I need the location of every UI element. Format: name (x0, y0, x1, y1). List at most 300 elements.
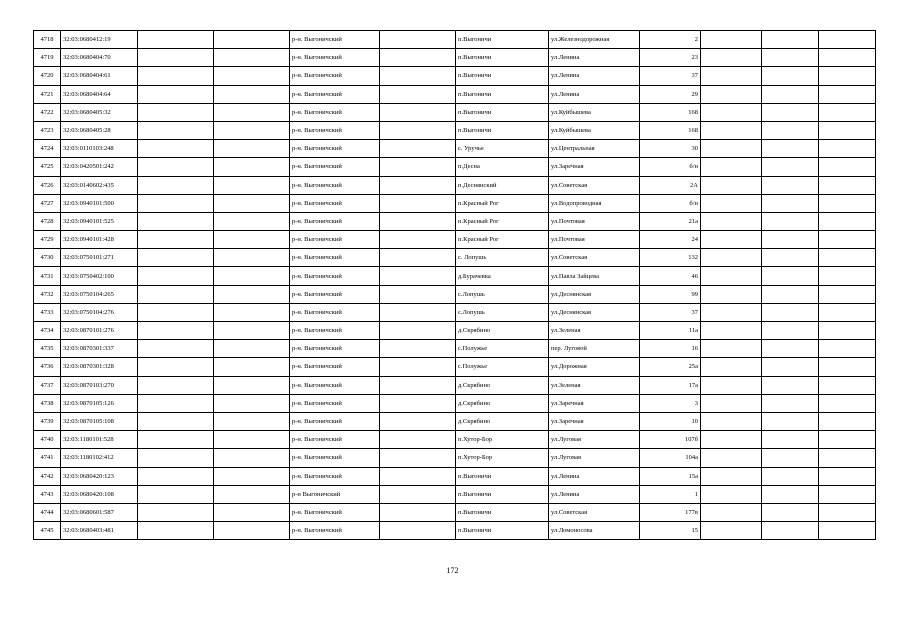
empty-cell (819, 394, 876, 412)
empty-cell (819, 31, 876, 49)
empty-cell (138, 140, 214, 158)
settlement-cell: п.Выгоничи (456, 503, 549, 521)
house-number-cell: 132 (640, 249, 701, 267)
empty-cell (819, 376, 876, 394)
record-number-cell: 4742 (34, 467, 61, 485)
district-cell: р-н. Выгоничский (290, 194, 380, 212)
empty-cell (380, 67, 456, 85)
empty-cell (214, 31, 290, 49)
table-row (34, 467, 876, 485)
empty-cell (701, 522, 762, 540)
record-number-cell: 4740 (34, 431, 61, 449)
settlement-cell: п.Красный Рог (456, 212, 549, 230)
cadastral-number-cell: 32:03:0750104:265 (61, 285, 138, 303)
empty-cell (762, 85, 819, 103)
empty-cell (701, 285, 762, 303)
street-cell: ул.Почтовая (549, 231, 640, 249)
empty-cell (819, 358, 876, 376)
empty-cell (380, 49, 456, 67)
cadastral-number-cell: 32:03:0940101:500 (61, 194, 138, 212)
empty-cell (138, 194, 214, 212)
record-number-cell: 4734 (34, 322, 61, 340)
district-cell: р-н. Выгоничский (290, 340, 380, 358)
street-cell: ул.Зеленая (549, 376, 640, 394)
empty-cell (701, 140, 762, 158)
record-number-cell: 4721 (34, 85, 61, 103)
empty-cell (819, 340, 876, 358)
empty-cell (762, 249, 819, 267)
empty-cell (380, 503, 456, 521)
empty-cell (701, 503, 762, 521)
record-number-cell: 4744 (34, 503, 61, 521)
cadastral-number-cell: 32:03:0870105:126 (61, 394, 138, 412)
district-cell: р-н. Выгоничский (290, 249, 380, 267)
house-number-cell: 15а (640, 467, 701, 485)
empty-cell (762, 67, 819, 85)
street-cell: ул.Ленина (549, 85, 640, 103)
empty-cell (138, 322, 214, 340)
table-row (34, 358, 876, 376)
table-row (34, 303, 876, 321)
empty-cell (762, 176, 819, 194)
empty-cell (762, 394, 819, 412)
empty-cell (138, 267, 214, 285)
empty-cell (819, 140, 876, 158)
district-cell: р-н. Выгоничский (290, 158, 380, 176)
district-cell: р-н. Выгоничский (290, 503, 380, 521)
district-cell: р-н. Выгоничский (290, 212, 380, 230)
settlement-cell: п.Выгоничи (456, 103, 549, 121)
settlement-cell: п.Выгоничи (456, 49, 549, 67)
empty-cell (762, 49, 819, 67)
cadastral-number-cell: 32:03:0140602:435 (61, 176, 138, 194)
empty-cell (819, 212, 876, 230)
district-cell: р-н. Выгоничский (290, 467, 380, 485)
empty-cell (762, 267, 819, 285)
settlement-cell: с.Полужье (456, 340, 549, 358)
house-number-cell: 99 (640, 285, 701, 303)
street-cell: ул.Заречная (549, 412, 640, 430)
cadastral-number-cell: 32:03:0870103:270 (61, 376, 138, 394)
record-number-cell: 4743 (34, 485, 61, 503)
table-row (34, 412, 876, 430)
table-row (34, 285, 876, 303)
empty-cell (214, 194, 290, 212)
empty-cell (138, 485, 214, 503)
empty-cell (214, 394, 290, 412)
empty-cell (819, 322, 876, 340)
table-row (34, 340, 876, 358)
table-row (34, 85, 876, 103)
house-number-cell: 177в (640, 503, 701, 521)
settlement-cell: п.Красный Рог (456, 231, 549, 249)
house-number-cell: 23 (640, 49, 701, 67)
empty-cell (701, 485, 762, 503)
empty-cell (380, 121, 456, 139)
empty-cell (138, 49, 214, 67)
cadastral-number-cell: 32:03:0870105:108 (61, 412, 138, 430)
empty-cell (701, 376, 762, 394)
empty-cell (214, 358, 290, 376)
empty-cell (214, 67, 290, 85)
record-number-cell: 4728 (34, 212, 61, 230)
empty-cell (762, 412, 819, 430)
empty-cell (701, 176, 762, 194)
empty-cell (380, 467, 456, 485)
empty-cell (214, 85, 290, 103)
record-number-cell: 4741 (34, 449, 61, 467)
table-row (34, 503, 876, 521)
settlement-cell: п.Хутор-Бор (456, 449, 549, 467)
empty-cell (214, 103, 290, 121)
empty-cell (380, 212, 456, 230)
empty-cell (138, 503, 214, 521)
settlement-cell: д.Скрябино (456, 412, 549, 430)
house-number-cell: 24 (640, 231, 701, 249)
empty-cell (380, 431, 456, 449)
empty-cell (819, 412, 876, 430)
cadastral-number-cell: 32:03:0420501:242 (61, 158, 138, 176)
empty-cell (214, 522, 290, 540)
district-cell: р-н. Выгоничский (290, 303, 380, 321)
house-number-cell: б/н (640, 194, 701, 212)
empty-cell (762, 431, 819, 449)
table-row (34, 158, 876, 176)
empty-cell (138, 394, 214, 412)
empty-cell (138, 67, 214, 85)
cadastral-number-cell: 32:03:0110103:248 (61, 140, 138, 158)
record-number-cell: 4731 (34, 267, 61, 285)
street-cell: ул.Ленина (549, 485, 640, 503)
empty-cell (214, 485, 290, 503)
table-row (34, 485, 876, 503)
empty-cell (819, 267, 876, 285)
street-cell: ул.Водопроводная (549, 194, 640, 212)
empty-cell (701, 194, 762, 212)
table-row (34, 449, 876, 467)
cadastral-number-cell: 32:03:0680420:123 (61, 467, 138, 485)
house-number-cell: 16 (640, 340, 701, 358)
empty-cell (214, 231, 290, 249)
street-cell: ул.Железнодорожная (549, 31, 640, 49)
empty-cell (701, 67, 762, 85)
empty-cell (214, 412, 290, 430)
empty-cell (701, 49, 762, 67)
empty-cell (762, 31, 819, 49)
cadastral-number-cell: 32:03:0680405:32 (61, 103, 138, 121)
empty-cell (380, 394, 456, 412)
empty-cell (138, 285, 214, 303)
table-row (34, 322, 876, 340)
street-cell: ул.Заречная (549, 394, 640, 412)
house-number-cell: 2 (640, 31, 701, 49)
empty-cell (214, 376, 290, 394)
cadastral-number-cell: 32:03:0750104:276 (61, 303, 138, 321)
house-number-cell: 15 (640, 522, 701, 540)
district-cell: р-н. Выгоничский (290, 121, 380, 139)
empty-cell (762, 449, 819, 467)
district-cell: р-н Выгоничский (290, 485, 380, 503)
district-cell: р-н. Выгоничский (290, 449, 380, 467)
settlement-cell: п.Выгоничи (456, 85, 549, 103)
settlement-cell: п.Выгоничи (456, 31, 549, 49)
empty-cell (701, 85, 762, 103)
empty-cell (380, 303, 456, 321)
cadastral-number-cell: 32:03:0750101:271 (61, 249, 138, 267)
cadastral-number-cell: 32:03:0680601:587 (61, 503, 138, 521)
empty-cell (138, 358, 214, 376)
district-cell: р-н. Выгоничский (290, 176, 380, 194)
house-number-cell: 30 (640, 140, 701, 158)
empty-cell (380, 158, 456, 176)
street-cell: ул.Заречная (549, 158, 640, 176)
empty-cell (762, 212, 819, 230)
street-cell: ул.Советская (549, 176, 640, 194)
settlement-cell: п.Деснянский (456, 176, 549, 194)
empty-cell (214, 449, 290, 467)
record-number-cell: 4726 (34, 176, 61, 194)
empty-cell (380, 194, 456, 212)
empty-cell (762, 231, 819, 249)
district-cell: р-н. Выгоничский (290, 322, 380, 340)
table-row (34, 67, 876, 85)
street-cell: ул.Луговая (549, 449, 640, 467)
empty-cell (138, 121, 214, 139)
empty-cell (214, 267, 290, 285)
empty-cell (762, 322, 819, 340)
empty-cell (762, 285, 819, 303)
empty-cell (380, 285, 456, 303)
street-cell: ул.Ленина (549, 49, 640, 67)
district-cell: р-н. Выгоничский (290, 376, 380, 394)
empty-cell (138, 340, 214, 358)
empty-cell (214, 49, 290, 67)
record-number-cell: 4719 (34, 49, 61, 67)
district-cell: р-н. Выгоничский (290, 67, 380, 85)
record-number-cell: 4736 (34, 358, 61, 376)
cadastral-number-cell: 32:03:0870101:276 (61, 322, 138, 340)
empty-cell (380, 231, 456, 249)
cadastral-number-cell: 32:03:0680420:108 (61, 485, 138, 503)
table-row (34, 231, 876, 249)
empty-cell (138, 212, 214, 230)
table-row (34, 194, 876, 212)
record-number-cell: 4739 (34, 412, 61, 430)
record-number-cell: 4733 (34, 303, 61, 321)
house-number-cell: 25а (640, 358, 701, 376)
cadastral-number-cell: 32:03:0750402:100 (61, 267, 138, 285)
empty-cell (701, 249, 762, 267)
house-number-cell: 17а (640, 376, 701, 394)
empty-cell (819, 522, 876, 540)
empty-cell (380, 340, 456, 358)
empty-cell (701, 394, 762, 412)
empty-cell (819, 176, 876, 194)
empty-cell (701, 31, 762, 49)
empty-cell (819, 467, 876, 485)
empty-cell (214, 503, 290, 521)
empty-cell (214, 249, 290, 267)
table-row (34, 431, 876, 449)
empty-cell (380, 249, 456, 267)
record-number-cell: 4729 (34, 231, 61, 249)
house-number-cell: 3 (640, 394, 701, 412)
empty-cell (138, 249, 214, 267)
district-cell: р-н. Выгоничский (290, 231, 380, 249)
cadastral-number-cell: 32:03:0870301:328 (61, 358, 138, 376)
settlement-cell: п.Выгоничи (456, 485, 549, 503)
house-number-cell: 37 (640, 67, 701, 85)
empty-cell (701, 303, 762, 321)
record-number-cell: 4730 (34, 249, 61, 267)
empty-cell (819, 503, 876, 521)
empty-cell (819, 103, 876, 121)
cadastral-number-cell: 32:03:0940101:428 (61, 231, 138, 249)
empty-cell (138, 376, 214, 394)
empty-cell (214, 285, 290, 303)
street-cell: ул.Ломоносова (549, 522, 640, 540)
empty-cell (138, 31, 214, 49)
empty-cell (819, 158, 876, 176)
street-cell: пер. Луговой (549, 340, 640, 358)
house-number-cell: 46 (640, 267, 701, 285)
empty-cell (762, 503, 819, 521)
district-cell: р-н. Выгоничский (290, 431, 380, 449)
table-row (34, 522, 876, 540)
empty-cell (380, 85, 456, 103)
house-number-cell: 10 (640, 412, 701, 430)
empty-cell (819, 303, 876, 321)
house-number-cell: 11а (640, 322, 701, 340)
empty-cell (380, 412, 456, 430)
empty-cell (701, 412, 762, 430)
empty-cell (380, 376, 456, 394)
settlement-cell: д.Бурачевка (456, 267, 549, 285)
district-cell: р-н. Выгоничский (290, 85, 380, 103)
empty-cell (762, 303, 819, 321)
empty-cell (701, 358, 762, 376)
empty-cell (138, 103, 214, 121)
empty-cell (138, 467, 214, 485)
empty-cell (214, 212, 290, 230)
house-number-cell: 29 (640, 85, 701, 103)
empty-cell (819, 85, 876, 103)
empty-cell (701, 212, 762, 230)
settlement-cell: п.Выгоничи (456, 67, 549, 85)
street-cell: ул.Центральная (549, 140, 640, 158)
cadastral-number-cell: 32:03:0680412:19 (61, 31, 138, 49)
cadastral-number-cell: 32:03:0870301:337 (61, 340, 138, 358)
settlement-cell: п.Хутор-Бор (456, 431, 549, 449)
house-number-cell: 107б (640, 431, 701, 449)
record-number-cell: 4718 (34, 31, 61, 49)
record-number-cell: 4720 (34, 67, 61, 85)
house-number-cell: 1 (640, 485, 701, 503)
cadastral-number-cell: 32:03:0680403:481 (61, 522, 138, 540)
empty-cell (762, 376, 819, 394)
empty-cell (701, 467, 762, 485)
empty-cell (380, 103, 456, 121)
empty-cell (138, 85, 214, 103)
empty-cell (138, 303, 214, 321)
settlement-cell: п.Десна (456, 158, 549, 176)
settlement-cell: д.Скрябино (456, 394, 549, 412)
table-row (34, 31, 876, 49)
empty-cell (701, 231, 762, 249)
cadastral-number-cell: 32:03:0680405:28 (61, 121, 138, 139)
empty-cell (701, 103, 762, 121)
street-cell: ул.Луговая (549, 431, 640, 449)
settlement-cell: с. Уручье (456, 140, 549, 158)
empty-cell (214, 467, 290, 485)
empty-cell (380, 449, 456, 467)
empty-cell (380, 267, 456, 285)
district-cell: р-н. Выгоничский (290, 267, 380, 285)
house-number-cell: 168 (640, 121, 701, 139)
empty-cell (819, 431, 876, 449)
empty-cell (762, 194, 819, 212)
street-cell: ул.Советская (549, 503, 640, 521)
empty-cell (380, 176, 456, 194)
street-cell: ул.Советская (549, 249, 640, 267)
record-number-cell: 4725 (34, 158, 61, 176)
record-number-cell: 4737 (34, 376, 61, 394)
property-registry-table (33, 30, 876, 540)
record-number-cell: 4738 (34, 394, 61, 412)
settlement-cell: д.Скрябино (456, 376, 549, 394)
empty-cell (762, 485, 819, 503)
district-cell: р-н. Выгоничский (290, 358, 380, 376)
empty-cell (819, 194, 876, 212)
empty-cell (138, 431, 214, 449)
empty-cell (701, 121, 762, 139)
record-number-cell: 4723 (34, 121, 61, 139)
empty-cell (138, 522, 214, 540)
settlement-cell: п.Выгоничи (456, 121, 549, 139)
empty-cell (819, 231, 876, 249)
record-number-cell: 4724 (34, 140, 61, 158)
empty-cell (819, 49, 876, 67)
record-number-cell: 4727 (34, 194, 61, 212)
district-cell: р-н. Выгоничский (290, 31, 380, 49)
street-cell: ул.Деснянская (549, 285, 640, 303)
empty-cell (214, 303, 290, 321)
empty-cell (701, 158, 762, 176)
table-row (34, 376, 876, 394)
settlement-cell: п.Красный Рог (456, 194, 549, 212)
cadastral-number-cell: 32:03:1180101:528 (61, 431, 138, 449)
empty-cell (762, 103, 819, 121)
empty-cell (214, 322, 290, 340)
table-row (34, 394, 876, 412)
house-number-cell: 21а (640, 212, 701, 230)
empty-cell (819, 249, 876, 267)
record-number-cell: 4732 (34, 285, 61, 303)
settlement-cell: с. Лопушь (456, 249, 549, 267)
district-cell: р-н. Выгоничский (290, 140, 380, 158)
cadastral-number-cell: 32:03:0940101:525 (61, 212, 138, 230)
empty-cell (380, 140, 456, 158)
table-row (34, 212, 876, 230)
settlement-cell: с.Полужье (456, 358, 549, 376)
house-number-cell: 37 (640, 303, 701, 321)
table-row (34, 121, 876, 139)
street-cell: ул.Павла Зайцева (549, 267, 640, 285)
street-cell: ул.Ленина (549, 67, 640, 85)
empty-cell (819, 285, 876, 303)
empty-cell (380, 522, 456, 540)
street-cell: ул.Зеленая (549, 322, 640, 340)
